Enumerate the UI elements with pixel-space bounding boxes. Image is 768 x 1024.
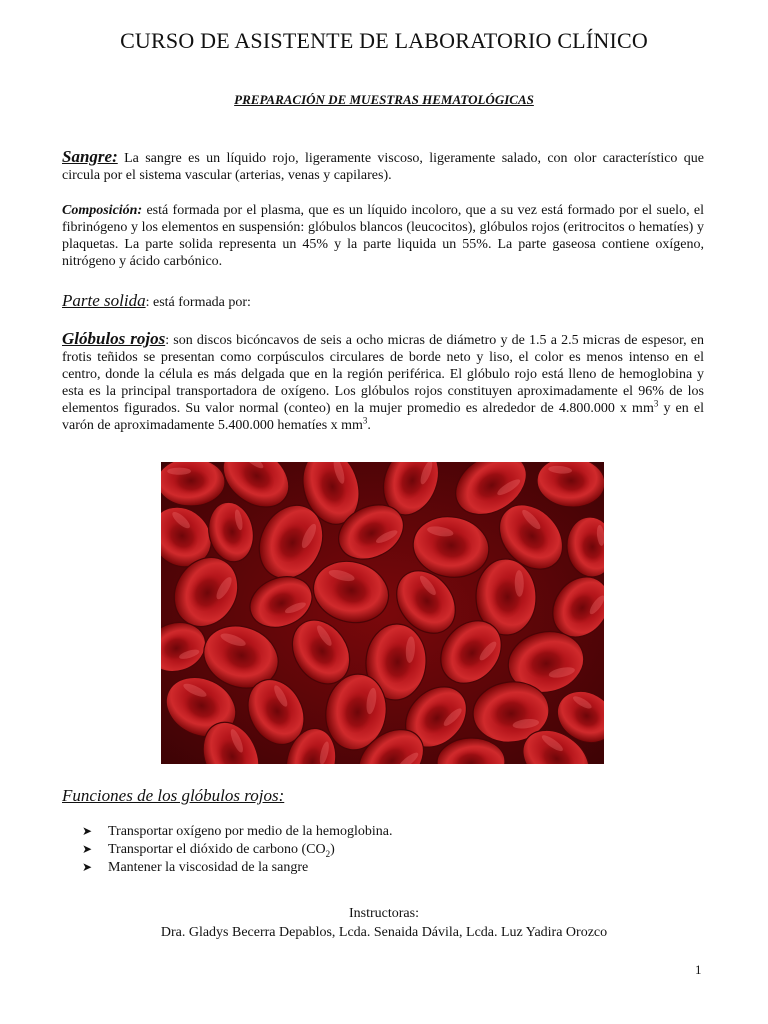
course-title: CURSO DE ASISTENTE DE LABORATORIO CLÍNICO bbox=[120, 28, 648, 53]
arrow-bullet-icon: ➤ bbox=[82, 860, 93, 874]
funciones-list bbox=[82, 824, 682, 878]
instructors-label: Instructoras: bbox=[349, 906, 419, 921]
composicion-lead: Composición: bbox=[62, 203, 143, 218]
globulos-sup-2: 3 bbox=[362, 415, 368, 426]
globulos-text-c: . bbox=[367, 418, 371, 433]
red-blood-cell-shape bbox=[161, 462, 225, 506]
parte-solida-paragraph bbox=[62, 292, 704, 311]
page-number: 1 bbox=[695, 962, 702, 977]
composicion-text: está formada por el plasma, que es un líquido incoloro, que a su vez está formado por el suelo, el fibrinógeno y los elementos en suspensión: glóbulos blancos (leucocitos), glóbulos rojos (eritrocitos o hematíes) y plaquetas. La parte solida representa un 45% y la parte liquida un 55%. La parte gaseosa contiene oxígeno, nitrógeno y ácido carbónico. bbox=[62, 203, 704, 269]
globulos-paragraph bbox=[62, 330, 704, 434]
globulos-lead: Glóbulos rojos bbox=[62, 329, 166, 348]
globulos-text-b: y en el varón de aproximadamente 5.400.000 hematíes x mm bbox=[62, 401, 704, 433]
list-item-text bbox=[108, 842, 335, 858]
parte-solida-text: está formada por: bbox=[149, 295, 251, 310]
instructors-names: Dra. Gladys Becerra Depablos, Lcda. Senaida Dávila, Lcda. Luz Yadira Orozco bbox=[160, 925, 608, 940]
co2-subscript: 2 bbox=[325, 848, 331, 859]
list-item-text-after: ) bbox=[330, 842, 335, 857]
parte-solida-lead: Parte solida bbox=[62, 291, 146, 310]
funciones-heading: Funciones de los glóbulos rojos: bbox=[62, 786, 285, 805]
red-blood-cells-illustration bbox=[161, 462, 604, 764]
sangre-lead: Sangre: bbox=[62, 147, 118, 166]
list-item bbox=[82, 842, 682, 860]
globulos-text-a: son discos bicóncavos de seis a ocho micras de diámetro y de 1.5 a 2.5 micras de espesor, en frotis teñidos se presentan como corpúsculos circulares de borde neto y liso, el color es menos intenso en el centro, donde la célula es más delgada que en la región periférica. El glóbulo rojo está lleno de hemoglobina y esta es la principal transportadora de oxígeno. Los glóbulos rojos constituyen aproximadamente el 96% de los elementos figurados. Su valor normal (conteo) en la mujer promedio es alrededor de 4.800.000 x mm bbox=[62, 333, 704, 416]
globulos-colon: : bbox=[165, 333, 170, 348]
list-item bbox=[82, 824, 682, 842]
list-item-text-main: Transportar el dióxido de carbono (CO bbox=[108, 842, 326, 857]
sangre-paragraph bbox=[62, 148, 704, 184]
parte-solida-colon: : bbox=[145, 295, 150, 310]
composicion-paragraph bbox=[62, 202, 704, 270]
sangre-text: La sangre es un líquido rojo, ligeramente viscoso, ligeramente salado, con olor característico que circula por el sistema vascular (arterias, venas y capilares). bbox=[62, 151, 704, 183]
arrow-bullet-icon: ➤ bbox=[82, 842, 93, 856]
list-item-text: Mantener la viscosidad de la sangre bbox=[108, 860, 309, 875]
red-blood-cells-image bbox=[161, 462, 604, 764]
globulos-sup-1: 3 bbox=[653, 398, 659, 409]
section-subtitle: PREPARACIÓN DE MUESTRAS HEMATOLÓGICAS bbox=[234, 92, 534, 107]
list-item-text: Transportar oxígeno por medio de la hemoglobina. bbox=[108, 824, 393, 839]
arrow-bullet-icon: ➤ bbox=[82, 824, 93, 838]
list-item bbox=[82, 860, 682, 878]
